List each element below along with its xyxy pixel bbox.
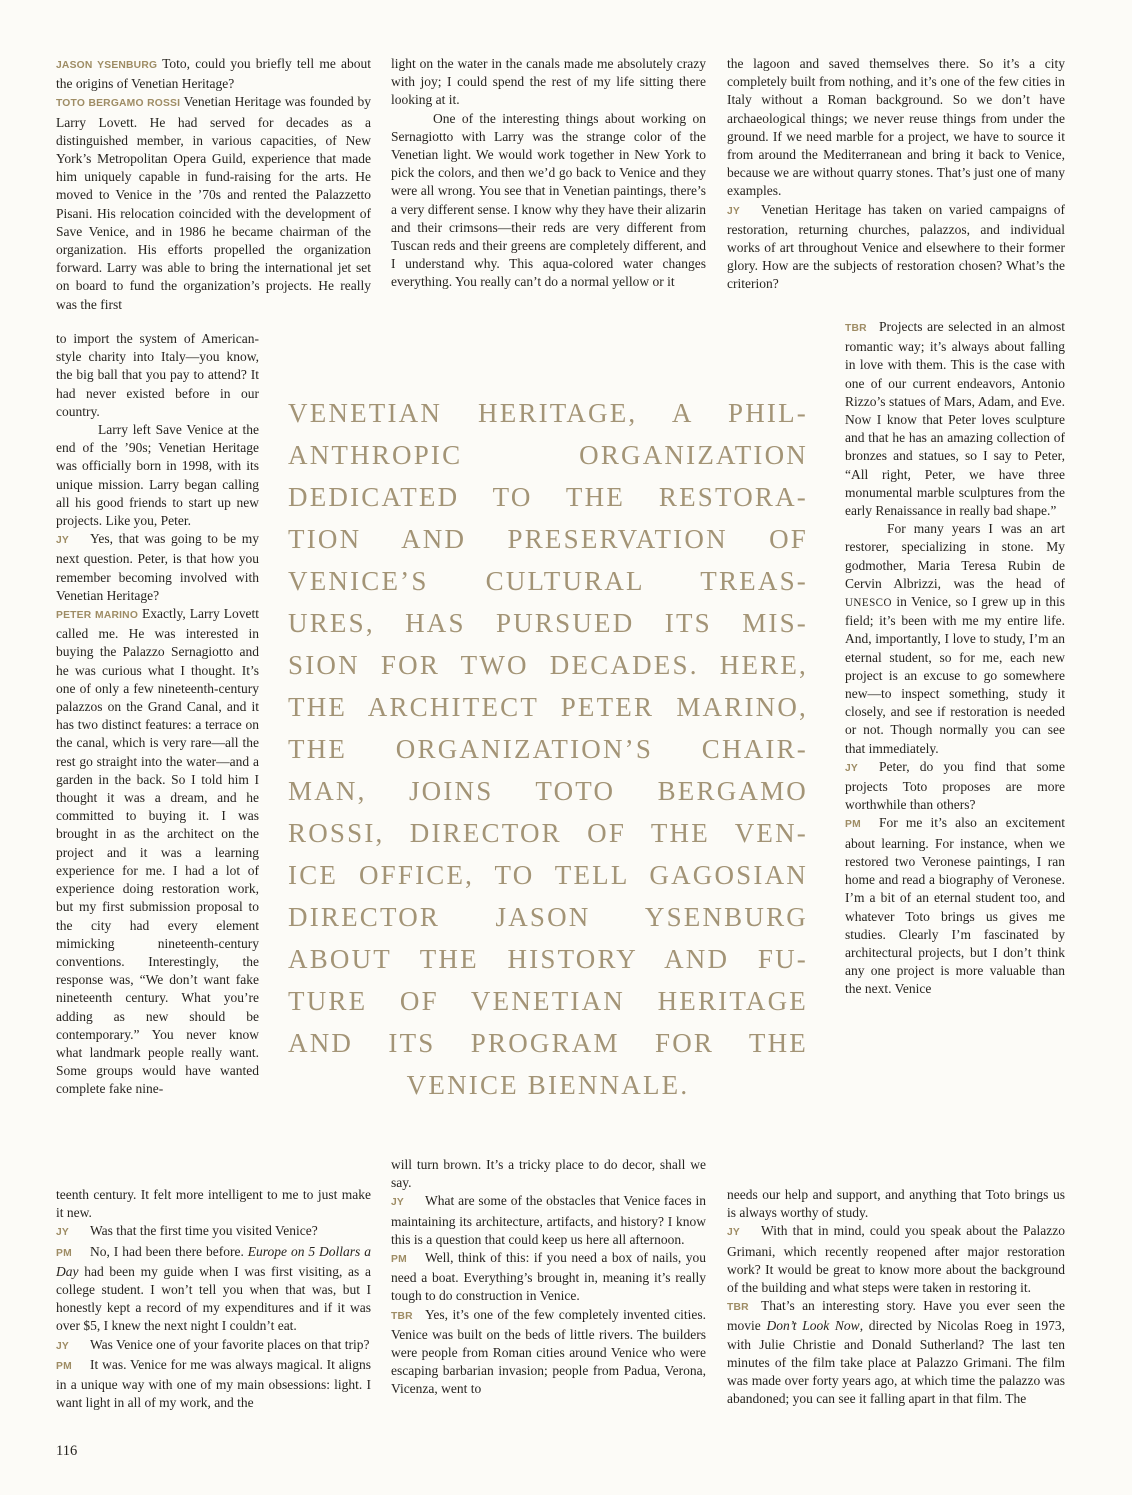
speaker-label: JY [391, 1197, 405, 1209]
pull-quote-line: URES, HAS PURSUED ITS MIS- [288, 608, 808, 638]
speaker-label: PM [391, 1254, 407, 1266]
pull-quote-line: THE ORGANIZATION’S CHAIR- [288, 734, 808, 764]
paragraph: PM It was. Venice for me was always magical. It aligns in a unique way with one of my main obsessions: light. I want light in all of my work, and the [56, 1356, 371, 1411]
paragraph: the lagoon and saved themselves there. So it’s a city completely built from nothing, and it’s one of the few cities in Italy without a Roman background. So we don’t have archaeological things; we never reuse things from under the ground. If we need marble for a project, we have to source it from around the Mediterranean and bring it back to Venice, because we are without quarry stones. That’s just one of many examples. [727, 56, 1065, 199]
paragraph: PM No, I had been there before. Europe on 5 Dollars a Day had been my guide when I was first visiting, as a college student. I won’t tell you when that was, but I honestly kept a record of my expenditures and if it was over $5, I knew the next night I couldn’t eat. [56, 1243, 371, 1334]
paragraph: needs our help and support, and anything that Toto brings us is always worthy of study. [727, 1187, 1065, 1221]
paragraph: JASON YSENBURG Toto, could you briefly tell me about the origins of Venetian Heritage? [56, 56, 371, 92]
speaker-label: JY [56, 1340, 70, 1352]
italic-text: Europe on 5 Dollars a Day [56, 1243, 371, 1279]
paragraph: TBR Yes, it’s one of the few completely invented cities. Venice was built on the beds of little rivers. The builders were people from Roman cities around Venice who were escaping barbarian invasion; people from Padua, Verona, Vicenza, went to [391, 1306, 706, 1397]
pull-quote-line: VENETIAN HERITAGE, A PHIL- [288, 398, 808, 428]
pull-quote [288, 392, 808, 1106]
text-block-col1-bottom [56, 1186, 371, 1412]
paragraph: Larry left Save Venice at the end of the ’90s; Venetian Heritage was officially born in 1998, with its unique mission. Larry began calling all his good friends to start up new projects. Like you, Peter. [56, 422, 259, 529]
speaker-label: PM [56, 1360, 72, 1372]
paragraph: JY What are some of the obstacles that Venice faces in maintaining its architecture, artifacts, and history? I know this is a question that could keep us here all afternoon. [391, 1193, 706, 1247]
pull-quote-line: DIRECTOR JASON YSENBURG [288, 902, 808, 932]
paragraph: JY Venetian Heritage has taken on varied campaigns of restoration, returning churches, palazzos, and individual works of art throughout Venice and elsewhere to their former glory. How are the subjects of restoration chosen? What’s the criterion? [727, 201, 1065, 292]
speaker-label: TBR [391, 1310, 413, 1322]
italic-text: Don’t Look Now [766, 1318, 860, 1334]
paragraph: JY Was Venice one of your favorite places on that trip? [56, 1336, 371, 1356]
speaker-label: JY [727, 205, 741, 217]
paragraph: will turn brown. It’s a tricky place to do decor, shall we say. [391, 1157, 706, 1191]
pull-quote-line: AND ITS PROGRAM FOR THE [288, 1028, 808, 1058]
pull-quote-line: ANTHROPIC ORGANIZATION [288, 440, 808, 470]
speaker-label: JY [727, 1227, 741, 1239]
pull-quote-line: ICE OFFICE, TO TELL GAGOSIAN [288, 860, 808, 890]
paragraph: TOTO BERGAMO ROSSI Venetian Heritage was founded by Larry Lovett. He had served for decades as a distinguished member, in various capacities, of New York’s Metropolitan Opera Guild, experience that made him uniquely capable in fund-raising for the arts. He moved to Venice in the ’70s and rented the Palazzetto Pisani. His relocation coincided with the development of Save Venice, and in 1986 he became chairman of the organization. His efforts propelled the organization forward. Larry was able to bring the international jet set on board to fund the organization’s projects. He really was the first [56, 94, 371, 312]
pull-quote-line: TURE OF VENETIAN HERITAGE [288, 986, 808, 1016]
text-block-col2-bottom [391, 1156, 706, 1399]
speaker-label: TBR [845, 323, 867, 334]
text-block-col1-mid [56, 330, 259, 1186]
paragraph: PM For me it’s also an excitement about learning. For instance, when we restored two Veronese paintings, I ran home and read a biography of Veronese. I’m a bit of an eternal student too, and whatever Toto brings us gives me studies. Clearly I’m fascinated by architectural projects, but I don’t think any one project is more valuable than the next. Venice [845, 815, 1065, 997]
speaker-label: JY [56, 1227, 70, 1239]
speaker-label: JY [845, 762, 859, 774]
text-block-col2-top [391, 55, 706, 292]
text-block-col3-mid [845, 318, 1065, 999]
pull-quote-line: SION FOR TWO DECADES. HERE, [288, 650, 808, 680]
pull-quote-line: DEDICATED TO THE RESTORA- [288, 482, 808, 512]
pull-quote-line: THE ARCHITECT PETER MARINO, [288, 692, 808, 722]
paragraph: to import the system of American-style charity into Italy—you know, the big ball that you pay to attend? It had never existed before in our country. [56, 331, 259, 419]
text-block-col3-bottom [727, 1186, 1065, 1408]
pull-quote-line: TION AND PRESERVATION OF [288, 524, 808, 554]
pull-quote-line: ABOUT THE HISTORY AND FU- [288, 944, 808, 974]
smallcaps-text: UNESCO [845, 597, 892, 610]
pull-quote-line: VENICE BIENNALE. [406, 1070, 690, 1100]
paragraph: PM Well, think of this: if you need a box of nails, you need a boat. Everything’s brought in, meaning it’s really tough to do construction in Venice. [391, 1250, 706, 1304]
pull-quote-line: ROSSI, DIRECTOR OF THE VEN- [288, 818, 808, 848]
speaker-label: JY [56, 535, 70, 547]
paragraph: light on the water in the canals made me absolutely crazy with joy; I could spend the rest of my life sitting there looking at it. [391, 56, 706, 108]
speaker-label: JASON YSENBURG [56, 60, 158, 71]
text-block-col3-top [727, 55, 1065, 294]
paragraph: JY With that in mind, could you speak about the Palazzo Grimani, which recently reopened after major restoration work? It would be great to know more about the background of the building and what steps were taken in restoring it. [727, 1223, 1065, 1296]
paragraph: JY Yes, that was going to be my next question. Peter, is that how you remember becoming involved with Venetian Heritage? [56, 531, 259, 603]
pull-quote-line: MAN, JOINS TOTO BERGAMO [288, 776, 808, 806]
speaker-label: PM [845, 819, 861, 831]
paragraph: TBR That’s an interesting story. Have you ever seen the movie Don’t Look Now, directed by Nicolas Roeg in 1973, with Julie Christie and Donald Sutherland? The last ten minutes of the film take place at Palazzo Grimani. The film was made over forty years ago, at which time the palazzo was abandoned; you can see it falling apart in that film. The [727, 1298, 1065, 1407]
paragraph: One of the interesting things about working on Sernagiotto with Larry was the strange color of the Venetian light. We would work together in New York to pick the colors, and then we’d go back to Venice and they were all wrong. You see that in Venetian paintings, there’s a very different sense. I know why they have their alizarin and their crimsons—their reds are very different from Tuscan reds and their greens are completely different, and I understand why. This aqua-colored water changes everything. You really can’t do a normal yellow or it [391, 110, 706, 290]
speaker-label: TBR [727, 1302, 749, 1314]
speaker-label: TOTO BERGAMO ROSSI [56, 98, 181, 110]
speaker-label: PM [56, 1247, 72, 1259]
paragraph: For many years I was an art restorer, specializing in stone. My godmother, Maria Teresa Rubin de Cervin Albrizzi, was the head of UNESCO in Venice, so I grew up in this field; it’s been with me my entire life. And, importantly, I love to study, I’m an eternal student, so for me, each new project is an excuse to go somewhere new—to inspect something, study it closely, and see if restoration is needed or not. Though normally you can see that immediately. [845, 521, 1065, 756]
text-block-col1-top [56, 55, 371, 314]
paragraph: PETER MARINO Exactly, Larry Lovett called me. He was interested in buying the Palazzo Sernagiotto and he was curious what I thought. It’s one of only a few nineteenth-century palazzos on the Grand Canal, and it has two distinct features: a terrace on the canal, which is very rare—all the rest go straight into the water—and a garden in the back. So I told him I thought it was a dream, and he committed to buying it. I was brought in as the architect on the project and it was a learning experience for me. I had a lot of experience doing restoration work, but my first submission proposal to the city had every element mimicking nineteenth-century conventions. Interestingly, the response was, “We don’t want fake nineteenth century. What you’re adding as new should be contemporary.” You never know what landmark people really want. Some groups would have wanted complete fake nine- [56, 606, 259, 1097]
page-number: 116 [56, 1443, 78, 1459]
paragraph: teenth century. It felt more intelligent to me to just make it new. [56, 1187, 371, 1221]
speaker-label: PETER MARINO [56, 610, 139, 622]
paragraph: TBR Projects are selected in an almost romantic way; it’s always about falling in love with them. This is the case with one of our current endeavors, Antonio Rizzo’s statues of Mars, Adam, and Eve. Now I know that Peter loves sculpture and that he has an amazing collection of bronzes and statues, so I say to Peter, “All right, Peter, we have three monumental marble sculptures from the early Renaissance in really bad shape.” [845, 319, 1065, 519]
paragraph: JY Peter, do you find that some projects Toto proposes are more worthwhile than others? [845, 758, 1065, 813]
paragraph: JY Was that the first time you visited Venice? [56, 1222, 371, 1242]
pull-quote-line: VENICE’S CULTURAL TREAS- [288, 566, 808, 596]
